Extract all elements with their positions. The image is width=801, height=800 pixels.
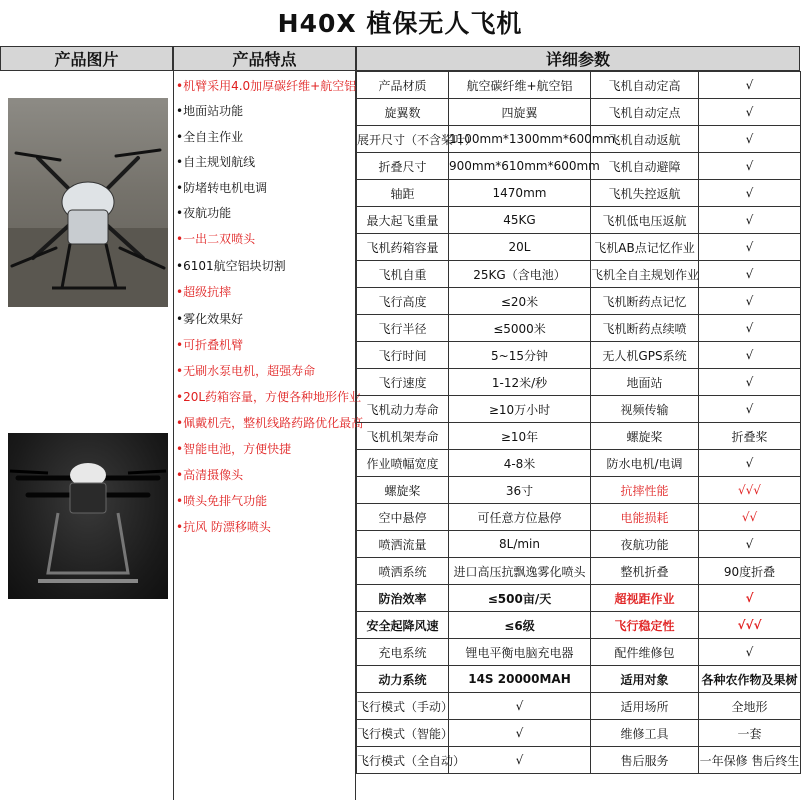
spec-label: 视频传输 (591, 396, 699, 423)
spec-value: 14S 20000MAH (449, 666, 591, 693)
spec-value: 进口高压抗飘逸雾化喷头 (449, 558, 591, 585)
spec-row (357, 99, 801, 126)
spec-value: 1-12米/秒 (449, 369, 591, 396)
spec-row (357, 747, 801, 774)
spec-value: √ (699, 315, 801, 342)
spec-label: 飞行高度 (357, 288, 449, 315)
spec-value: 90度折叠 (699, 558, 801, 585)
spec-row (357, 666, 801, 693)
spec-label: 电能损耗 (591, 504, 699, 531)
feature-item: •防堵转电机电调 (176, 181, 268, 195)
spec-label: 整机折叠 (591, 558, 699, 585)
spec-value: 900mm*610mm*600mm (449, 153, 591, 180)
spec-value: 一年保修 售后终生 (699, 747, 801, 774)
spec-value: 1100mm*1300mm*600mm (449, 126, 591, 153)
spec-value: 4-8米 (449, 450, 591, 477)
spec-value: 全地形 (699, 693, 801, 720)
spec-label: 折叠尺寸 (357, 153, 449, 180)
spec-label: 螺旋桨 (591, 423, 699, 450)
header-photos: 产品图片 (0, 46, 173, 71)
spec-label: 维修工具 (591, 720, 699, 747)
spec-value: 四旋翼 (449, 99, 591, 126)
feature-item: •20L药箱容量，方便各种地形作业 (176, 390, 362, 404)
spec-label: 飞机断药点续喷 (591, 315, 699, 342)
spec-value: ≥10年 (449, 423, 591, 450)
spec-value: 航空碳纤维+航空铝 (449, 72, 591, 99)
feature-item: •6101航空铝块切割 (176, 259, 286, 273)
spec-value: √ (699, 126, 801, 153)
spec-value: √ (699, 531, 801, 558)
spec-value: ≤500亩/天 (449, 585, 591, 612)
spec-label: 夜航功能 (591, 531, 699, 558)
spec-value: 45KG (449, 207, 591, 234)
spec-row (357, 207, 801, 234)
specs-table (356, 71, 801, 774)
spec-value: 可任意方位悬停 (449, 504, 591, 531)
spec-label: 飞机自动定高 (591, 72, 699, 99)
spec-label: 超视距作业 (591, 585, 699, 612)
spec-row (357, 612, 801, 639)
spec-value: √ (449, 747, 591, 774)
spec-row (357, 315, 801, 342)
spec-label: 飞机机架寿命 (357, 423, 449, 450)
spec-value: √ (699, 72, 801, 99)
feature-item: •智能电池，方便快捷 (176, 442, 292, 456)
spec-label: 飞行时间 (357, 342, 449, 369)
spec-value: 锂电平衡电脑充电器 (449, 639, 591, 666)
spec-value: √ (699, 207, 801, 234)
spec-label: 飞机自重 (357, 261, 449, 288)
spec-value: √ (699, 180, 801, 207)
spec-value: √√√ (699, 477, 801, 504)
spec-label: 配件维修包 (591, 639, 699, 666)
spec-label: 作业喷幅宽度 (357, 450, 449, 477)
spec-value: ≥10万小时 (449, 396, 591, 423)
spec-value: ≤5000米 (449, 315, 591, 342)
spec-value: √ (699, 261, 801, 288)
spec-row (357, 720, 801, 747)
spec-label: 喷洒流量 (357, 531, 449, 558)
specs-table-body (357, 72, 801, 774)
feature-item: •可折叠机臂 (176, 338, 244, 352)
spec-label: 轴距 (357, 180, 449, 207)
spec-row (357, 180, 801, 207)
spec-value: √ (699, 153, 801, 180)
spec-row (357, 369, 801, 396)
spec-value: √ (699, 234, 801, 261)
spec-sheet (0, 46, 800, 800)
spec-label: 防水电机/电调 (591, 450, 699, 477)
spec-label: 抗摔性能 (591, 477, 699, 504)
drone-photo-outdoor (8, 98, 168, 307)
spec-value: 5~15分钟 (449, 342, 591, 369)
feature-item: •雾化效果好 (176, 312, 244, 326)
spec-label: 旋翼数 (357, 99, 449, 126)
spec-row (357, 558, 801, 585)
spec-value: √ (699, 288, 801, 315)
spec-label: 飞行模式（全自动） (357, 747, 449, 774)
spec-value: 1470mm (449, 180, 591, 207)
spec-value: ≤6级 (449, 612, 591, 639)
feature-item: •机臂采用4.0加厚碳纤维+航空铝 (176, 79, 357, 93)
drone-photo-studio (8, 433, 168, 599)
spec-row (357, 342, 801, 369)
spec-row (357, 639, 801, 666)
feature-item: •自主规划航线 (176, 155, 256, 169)
spec-row (357, 126, 801, 153)
spec-label: 飞机药箱容量 (357, 234, 449, 261)
spec-value: √ (699, 396, 801, 423)
spec-label: 防治效率 (357, 585, 449, 612)
spec-label: 适用场所 (591, 693, 699, 720)
spec-label: 飞行速度 (357, 369, 449, 396)
feature-item: •全自主作业 (176, 130, 244, 144)
spec-value: 20L (449, 234, 591, 261)
feature-item: •喷头免排气功能 (176, 494, 268, 508)
spec-value: √ (699, 99, 801, 126)
spec-row (357, 531, 801, 558)
spec-value: 8L/min (449, 531, 591, 558)
spec-label: 飞行半径 (357, 315, 449, 342)
spec-value: √ (699, 342, 801, 369)
spec-label: 飞行模式（智能） (357, 720, 449, 747)
spec-label: 飞机自动避障 (591, 153, 699, 180)
spec-value: √ (699, 639, 801, 666)
spec-value: √ (699, 450, 801, 477)
spec-label: 飞机低电压返航 (591, 207, 699, 234)
spec-label: 充电系统 (357, 639, 449, 666)
spec-label: 飞机失控返航 (591, 180, 699, 207)
spec-label: 空中悬停 (357, 504, 449, 531)
feature-item: •无刷水泵电机，超强寿命 (176, 364, 316, 378)
page-title: H40X 植保无人飞机 (277, 9, 523, 38)
spec-label: 适用对象 (591, 666, 699, 693)
spec-row (357, 477, 801, 504)
spec-value: 各种农作物及果树 (699, 666, 801, 693)
spec-value: √ (449, 720, 591, 747)
spec-value: √√√ (699, 612, 801, 639)
spec-label: 地面站 (591, 369, 699, 396)
spec-row (357, 396, 801, 423)
drone-illustration-outdoor (8, 98, 168, 307)
feature-item: •地面站功能 (176, 104, 244, 118)
spec-label: 飞机断药点记忆 (591, 288, 699, 315)
spec-row (357, 72, 801, 99)
spec-row (357, 261, 801, 288)
spec-label: 售后服务 (591, 747, 699, 774)
header-specs: 详细参数 (356, 46, 800, 71)
spec-label: 飞机自动定点 (591, 99, 699, 126)
header-features: 产品特点 (173, 46, 356, 71)
spec-label: 飞行稳定性 (591, 612, 699, 639)
drone-illustration-studio (8, 433, 168, 599)
spec-value: 折叠桨 (699, 423, 801, 450)
feature-item: •超级抗摔 (176, 285, 232, 299)
feature-item: •抗风 防漂移喷头 (176, 520, 271, 534)
spec-value: √ (699, 369, 801, 396)
spec-label: 飞机动力寿命 (357, 396, 449, 423)
feature-item: •一出二双喷头 (176, 232, 256, 246)
spec-label: 无人机GPS系统 (591, 342, 699, 369)
spec-label: 飞行模式（手动） (357, 693, 449, 720)
feature-item: •高清摄像头 (176, 468, 244, 482)
spec-row (357, 693, 801, 720)
spec-row (357, 288, 801, 315)
spec-value: √ (449, 693, 591, 720)
features-list (173, 71, 364, 800)
spec-label: 喷洒系统 (357, 558, 449, 585)
spec-label: 产品材质 (357, 72, 449, 99)
spec-row (357, 585, 801, 612)
spec-value: 36寸 (449, 477, 591, 504)
spec-value: ≤20米 (449, 288, 591, 315)
spec-row (357, 504, 801, 531)
spec-row (357, 423, 801, 450)
spec-label: 动力系统 (357, 666, 449, 693)
spec-value: 25KG（含电池） (449, 261, 591, 288)
feature-item: •夜航功能 (176, 206, 232, 220)
spec-label: 安全起降风速 (357, 612, 449, 639)
spec-label: 飞机自动返航 (591, 126, 699, 153)
spec-label: 飞机AB点记忆作业 (591, 234, 699, 261)
spec-label: 飞机全自主规划作业 (591, 261, 699, 288)
spec-label: 最大起飞重量 (357, 207, 449, 234)
feature-item: •佩戴机壳，整机线路药路优化最高 (176, 416, 364, 430)
spec-value: √ (699, 585, 801, 612)
spec-row (357, 450, 801, 477)
spec-row (357, 234, 801, 261)
spec-label: 展开尺寸（不含桨叶） (357, 126, 449, 153)
spec-value: √√ (699, 504, 801, 531)
spec-row (357, 153, 801, 180)
spec-value: 一套 (699, 720, 801, 747)
spec-label: 螺旋桨 (357, 477, 449, 504)
